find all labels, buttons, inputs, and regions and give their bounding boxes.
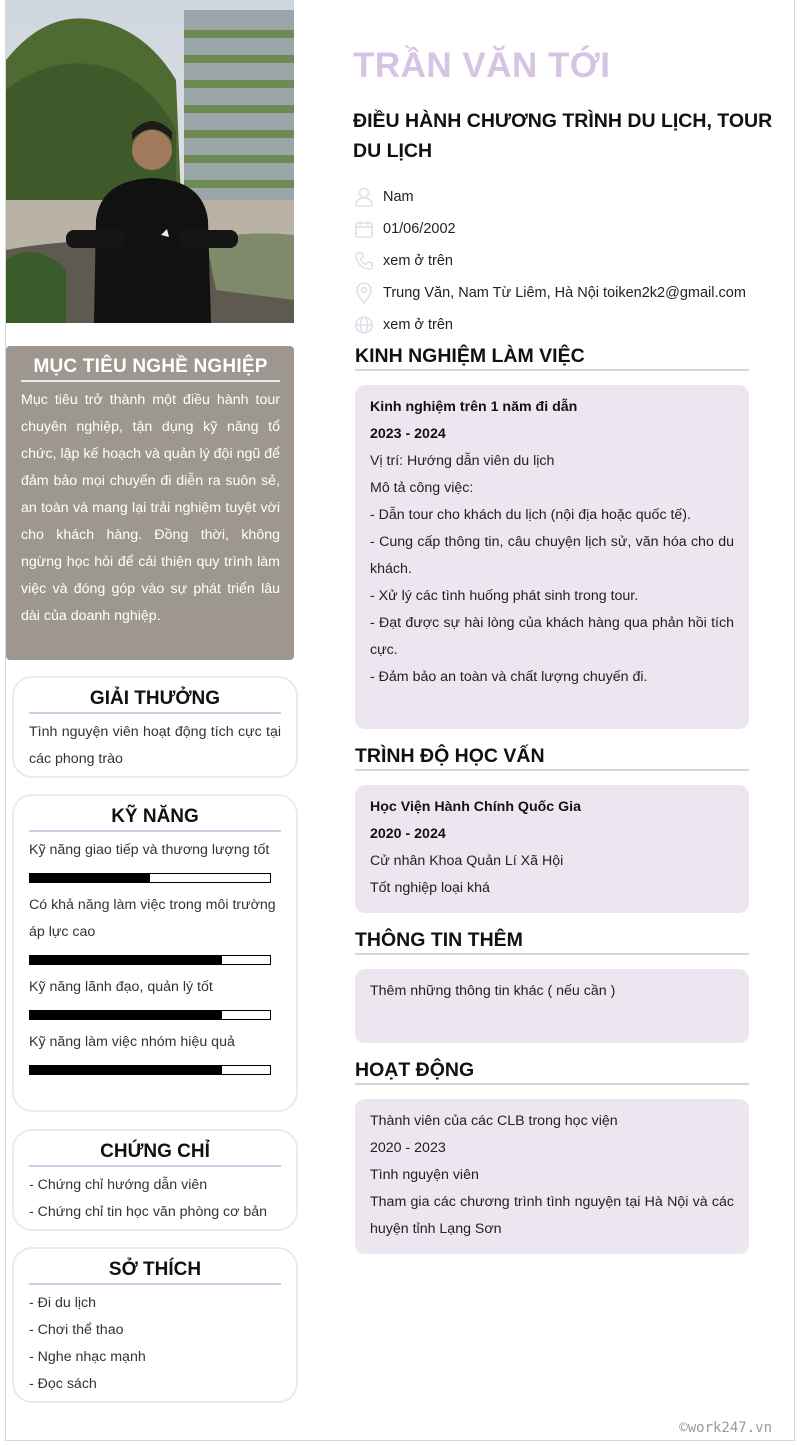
hobby-item: - Nghe nhạc mạnh <box>29 1349 146 1365</box>
phone-value: xem ở trên <box>383 253 453 269</box>
skill-item <box>29 892 281 965</box>
profile-photo <box>6 0 294 323</box>
experience-line: Mô tả công việc: <box>370 480 474 496</box>
skill-item <box>29 974 281 1020</box>
hobbies-box <box>12 1247 298 1403</box>
objective-text: Mục tiêu trở thành một điều hành tour chuyên nghiệp, tận dụng kỹ năng tổ chức, lập kế hoạch và quản lý đội ngũ để đảm bảo mọi chuyến đi diễn ra suôn sẻ, an toàn và mang lại trải nghiệm tuyệt vời cho khách hàng. Đồng thời, không ngừng học hỏi để cải thiện quy trình làm việc và đóng góp vào sự phát triển lâu dài của doanh nghiệp. <box>21 392 280 624</box>
education-period: 2020 - 2024 <box>370 826 446 842</box>
hobby-item: - Đọc sách <box>29 1376 97 1392</box>
experience-title: KINH NGHIỆM LÀM VIỆC <box>355 345 749 371</box>
globe-icon <box>353 314 375 336</box>
skills-box <box>12 794 298 1112</box>
birthday-row <box>353 218 456 240</box>
candidate-name: TRẦN VĂN TỚI <box>353 46 611 85</box>
phone-icon <box>353 250 375 272</box>
hobby-item: - Chơi thể thao <box>29 1322 124 1338</box>
education-title: TRÌNH ĐỘ HỌC VẤN <box>355 745 749 771</box>
gender-row <box>353 186 414 208</box>
experience-card <box>355 385 749 729</box>
certificate-item: - Chứng chỉ tin học văn phòng cơ bản <box>29 1204 268 1220</box>
skill-name: Có khả năng làm việc trong môi trường áp lực cao <box>29 897 276 940</box>
skill-level-bar <box>29 955 271 965</box>
education-school: Học Viện Hành Chính Quốc Gia <box>370 799 581 815</box>
more-info-card <box>355 969 749 1043</box>
activities-card <box>355 1099 749 1254</box>
watermark: ©work247.vn <box>679 1420 772 1436</box>
awards-text: Tình nguyện viên hoạt động tích cực tại các phong trào <box>29 724 281 767</box>
skill-level-fill <box>30 1011 222 1019</box>
activities-title: HOẠT ĐỘNG <box>355 1059 749 1085</box>
certificates-box <box>12 1129 298 1231</box>
certificates-title: CHỨNG CHỈ <box>29 1141 281 1167</box>
awards-box <box>12 676 298 778</box>
experience-line: - Đảm bảo an toàn và chất lượng chuyến đi. <box>370 669 648 685</box>
skill-level-bar <box>29 1010 271 1020</box>
certificate-item: - Chứng chỉ hướng dẫn viên <box>29 1177 208 1193</box>
more-info-text: Thêm những thông tin khác ( nếu cần ) <box>370 983 616 999</box>
experience-line: - Dẫn tour cho khách du lịch (nội địa hoặc quốc tế). <box>370 507 691 523</box>
awards-title: GIẢI THƯỞNG <box>29 688 281 714</box>
calendar-icon <box>353 218 375 240</box>
hobbies-title: SỞ THÍCH <box>29 1259 281 1285</box>
activity-line: 2020 - 2023 <box>370 1140 446 1156</box>
education-line: Cử nhân Khoa Quản Lí Xã Hội <box>370 853 564 869</box>
experience-line: - Đạt được sự hài lòng của khách hàng qua phản hồi tích cực. <box>370 615 734 658</box>
desired-position: ĐIỀU HÀNH CHƯƠNG TRÌNH DU LỊCH, TOUR DU LỊCH <box>353 110 773 162</box>
website-value: xem ở trên <box>383 317 453 333</box>
birthday-value: 01/06/2002 <box>383 221 456 237</box>
more-info-title: THÔNG TIN THÊM <box>355 929 749 955</box>
skill-level-bar <box>29 1065 271 1075</box>
experience-line: Vị trí: Hướng dẫn viên du lịch <box>370 453 555 469</box>
education-card <box>355 785 749 913</box>
experience-company: Kinh nghiệm trên 1 năm đi dẫn <box>370 399 578 415</box>
skills-title: KỸ NĂNG <box>29 806 281 832</box>
skill-item <box>29 1029 281 1075</box>
activity-line: Thành viên của các CLB trong học viện <box>370 1113 618 1129</box>
skill-level-fill <box>30 874 150 882</box>
skill-name: Kỹ năng làm việc nhóm hiệu quả <box>29 1034 235 1050</box>
phone-row <box>353 250 453 272</box>
career-objective-panel <box>6 346 294 660</box>
objective-title: MỤC TIÊU NGHỀ NGHIỆP <box>21 356 280 382</box>
website-row <box>353 314 453 336</box>
address-email-value: Trung Văn, Nam Từ Liêm, Hà Nội toiken2k2@gmail.com <box>383 285 746 301</box>
experience-period: 2023 - 2024 <box>370 426 446 442</box>
skill-item <box>29 837 281 883</box>
skill-name: Kỹ năng giao tiếp và thương lượng tốt <box>29 842 270 858</box>
gender-value: Nam <box>383 189 414 205</box>
skill-name: Kỹ năng lãnh đạo, quản lý tốt <box>29 979 213 995</box>
skill-level-fill <box>30 956 222 964</box>
user-icon <box>353 186 375 208</box>
address-row <box>353 282 746 304</box>
hobby-item: - Đi du lịch <box>29 1295 97 1311</box>
skill-level-fill <box>30 1066 222 1074</box>
education-line: Tốt nghiệp loại khá <box>370 880 490 896</box>
experience-line: - Xử lý các tình huống phát sinh trong tour. <box>370 588 639 604</box>
location-pin-icon <box>353 282 375 304</box>
activity-line: Tình nguyện viên <box>370 1167 479 1183</box>
experience-line: - Cung cấp thông tin, câu chuyện lịch sử, văn hóa cho du khách. <box>370 534 734 577</box>
activity-line: Tham gia các chương trình tình nguyện tại Hà Nội và các huyện tỉnh Lạng Sơn <box>370 1194 734 1237</box>
skill-level-bar <box>29 873 271 883</box>
